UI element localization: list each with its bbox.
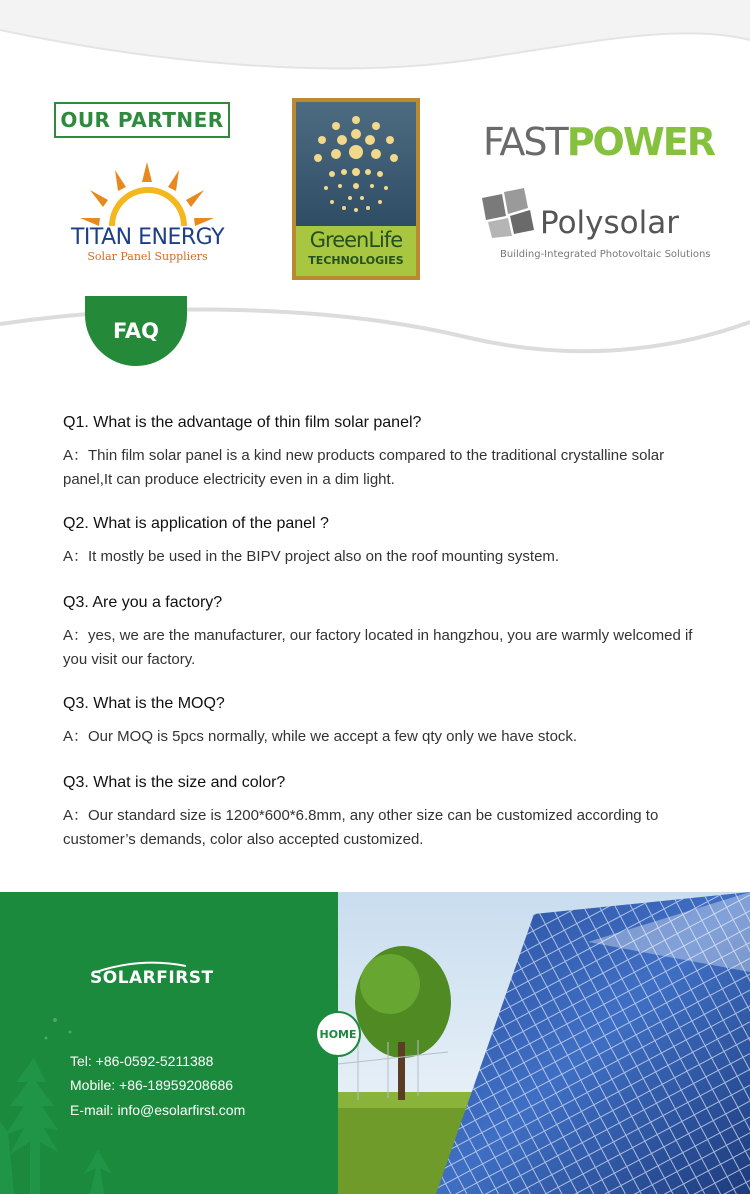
faq-question: Q3. Are you a factory? [63, 594, 223, 611]
faq-question: Q3. What is the size and color? [63, 774, 286, 791]
greenlife-subtitle: TECHNOLOGIES [308, 254, 404, 267]
titan-energy-tagline: Solar Panel Suppliers [87, 250, 208, 263]
faq-item [63, 774, 693, 852]
polysolar-panel-icon [480, 188, 536, 238]
faq-answer: A：Thin film solar panel is a kind new products compared to the traditional crystalline solar panel,It can produce electricity even in a dim light. [63, 447, 665, 488]
fastpower-power: POWER [566, 120, 714, 164]
partner-heading: OUR PARTNER [54, 102, 230, 138]
faq-answer: A：Our MOQ is 5pcs normally, while we accept a few qty only we have stock. [63, 728, 578, 745]
fastpower-logo [483, 120, 714, 164]
faq-question: Q3. What is the MOQ? [63, 695, 225, 712]
faq-answer: A：yes, we are the manufacturer, our factory located in hangzhou, you are warmly welcomed if you visit our factory. [63, 627, 693, 668]
faq-question: Q1. What is the advantage of thin film solar panel? [63, 414, 422, 431]
brand-logo-solarfirst: SOLARFIRST [90, 968, 214, 988]
greenlife-logo [292, 98, 420, 280]
contact-mobile: Mobile: +86-18959208686 [70, 1077, 234, 1093]
fastpower-fast: FAST [483, 120, 567, 164]
solar-field-image [338, 892, 750, 1194]
footer-contact-panel [0, 892, 340, 1194]
sunburst-icon [296, 102, 416, 226]
faq-answer: A：Our standard size is 1200*600*6.8mm, any other size can be customized according to customer’s demands, color also accepted customized. [63, 807, 659, 848]
faq-heading: FAQ [85, 296, 187, 366]
top-wave-decoration [0, 0, 750, 90]
faq-answer: A：It mostly be used in the BIPV project also on the roof mounting system. [63, 548, 560, 565]
home-button[interactable]: HOME [315, 1011, 361, 1057]
contact-email[interactable]: E-mail: info@esolarfirst.com [70, 1102, 246, 1118]
contact-tel: Tel: +86-0592-5211388 [70, 1053, 214, 1069]
solar-panel-photo [338, 892, 750, 1194]
brand-swoosh-icon [96, 960, 186, 974]
titan-energy-name: TITAN ENERGY [70, 225, 225, 250]
faq-question: Q2. What is application of the panel ? [63, 515, 329, 532]
faq-item [63, 594, 693, 672]
tree-silhouette-icon [0, 892, 340, 1194]
faq-item [63, 414, 693, 492]
faq-item [63, 695, 693, 749]
polysolar-name: Polysolar [540, 205, 679, 241]
polysolar-tagline: Building-Integrated Photovoltaic Solutions [500, 249, 711, 260]
faq-item [63, 515, 693, 569]
greenlife-name: GreenLife [309, 228, 403, 252]
